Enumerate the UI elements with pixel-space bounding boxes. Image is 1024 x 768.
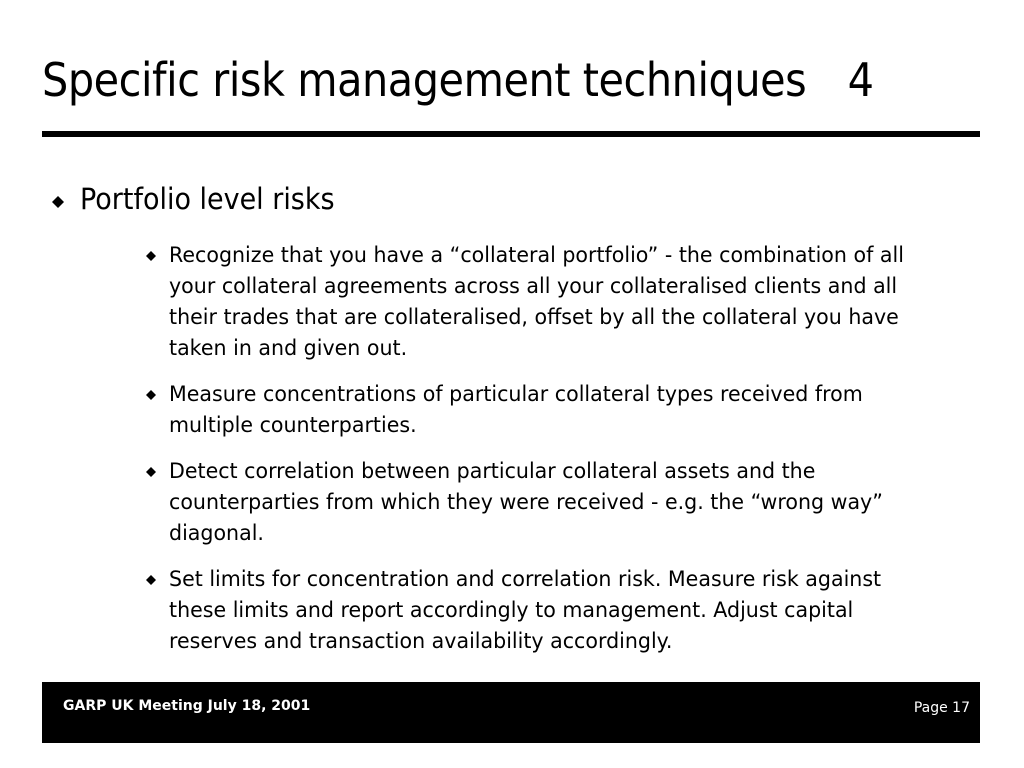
sub-bullet-text: Detect correlation between particular collateral assets and the counterparties from which they were received - e.g. the “wrong way” diagonal. (169, 459, 883, 545)
sub-bullet-text: Measure concentrations of particular collateral types received from multiple counterparties. (169, 382, 863, 437)
diamond-bullet-icon (146, 251, 156, 261)
diamond-bullet-icon (52, 196, 64, 208)
footer-meeting-label: GARP UK Meeting July 18, 2001 (63, 698, 311, 714)
diamond-bullet-icon (146, 467, 156, 477)
sub-bullet-item (146, 379, 936, 441)
title-underline-rule (42, 131, 980, 137)
sub-bullet-item (146, 240, 936, 364)
main-bullet-item (52, 180, 354, 218)
slide-title (42, 50, 874, 110)
diamond-bullet-icon (146, 575, 156, 585)
slide-title-number: 4 (847, 53, 874, 107)
sub-bullet-item (146, 456, 936, 549)
slide-footer (42, 682, 980, 743)
footer-page-number: Page 17 (913, 700, 970, 716)
sub-bullet-item (146, 564, 936, 657)
sub-bullet-text: Set limits for concentration and correlation risk. Measure risk against these limits and report accordingly to management. Adjust capital reserves and transaction availability accordingly. (169, 567, 882, 653)
sub-bullet-list (146, 240, 936, 672)
main-bullet-text: Portfolio level risks (80, 182, 335, 216)
sub-bullet-text: Recognize that you have a “collateral portfolio” - the combination of all your collateral agreements across all your collateralised clients and all their trades that are collateralised, offset by all the collateral you have taken in and given out. (169, 243, 904, 360)
slide-title-text: Specific risk management techniques (42, 53, 807, 107)
diamond-bullet-icon (146, 390, 156, 400)
